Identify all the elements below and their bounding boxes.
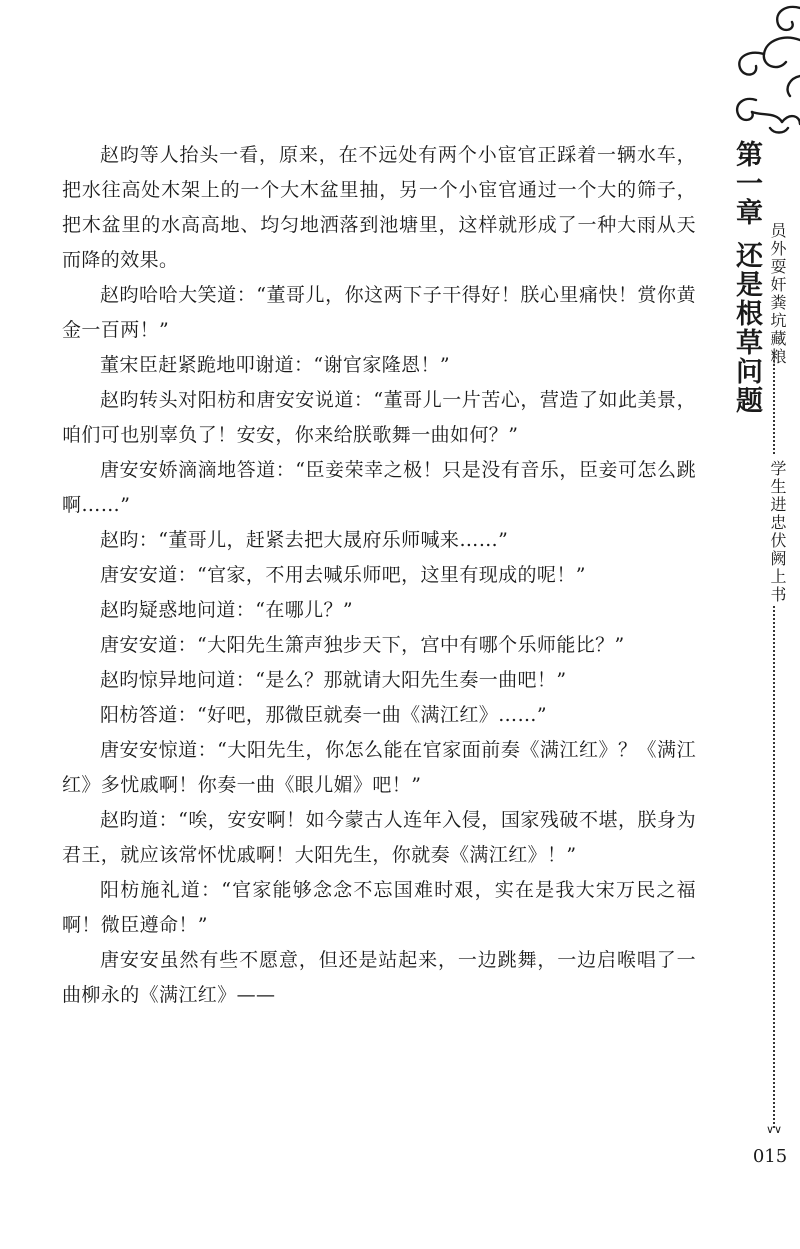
cloud-ornament-icon: [700, 0, 800, 140]
chapter-title: [728, 140, 764, 415]
paragraph: 赵昀等人抬头一看，原来，在不远处有两个小宦官正踩着一辆水车，把水往高处木架上的一个大木盆里抽，另一个小宦官通过一个大的筛子，把木盆里的水高高地、均匀地洒落到池塘里，这样就形成了一种大雨从天而降的效果。: [62, 144, 696, 271]
paragraph: 唐安安娇滴滴地答道：“臣妾荣幸之极！只是没有音乐，臣妾可怎么跳啊……”: [62, 459, 696, 516]
dotted-divider: [773, 352, 775, 454]
paragraph: 赵昀哈哈大笑道：“董哥儿，你这两下子干得好！朕心里痛快！赏你黄金一百两！”: [62, 284, 696, 341]
paragraph: 赵昀：“董哥儿，赶紧去把大晟府乐师喊来……”: [100, 529, 509, 551]
paragraph: 赵昀转头对阳枋和唐安安说道：“董哥儿一片苦心，营造了如此美景，咱们可也别辜负了！安安，你来给朕歌舞一曲如何？”: [62, 389, 696, 446]
paragraph: 阳枋答道：“好吧，那微臣就奏一曲《满江红》……”: [100, 704, 548, 726]
paragraph: 唐安安虽然有些不愿意，但还是站起来，一边跳舞，一边启喉唱了一曲柳永的《满江红》——: [62, 949, 696, 1006]
body-text: [62, 138, 696, 1013]
chapter-name: 还是根草问题: [731, 241, 762, 415]
paragraph: 唐安安道：“官家，不用去喊乐师吧，这里有现成的呢！”: [100, 564, 586, 586]
paragraph: 唐安安惊道：“大阳先生，你怎么能在官家面前奏《满江红》？《满江红》多忧戚啊！你奏一曲《眼儿媚》吧！”: [62, 739, 696, 796]
page-number: 015: [752, 1146, 788, 1167]
paragraph: 赵昀惊异地问道：“是么？那就请大阳先生奏一曲吧！”: [100, 669, 567, 691]
paragraph: 赵昀疑惑地问道：“在哪儿？”: [100, 599, 354, 621]
paragraph: 唐安安道：“大阳先生箫声独步天下，宫中有哪个乐师能比？”: [100, 634, 625, 656]
paragraph: 赵昀道：“唉，安安啊！如今蒙古人连年入侵，国家残破不堪，朕身为君王，就应该常怀忧戚啊！大阳先生，你就奏《满江红》！”: [62, 809, 696, 866]
paragraph: 董宋臣赶紧跪地叩谢道：“谢官家隆恩！”: [100, 354, 451, 376]
chevron-down-icon: ∨∨: [765, 1123, 783, 1136]
dotted-divider: [773, 606, 775, 1128]
section-subtitle: 员外耍奸粪坑藏粮: [768, 222, 787, 366]
section-subtitle: 学生进忠伏阙上书: [768, 460, 787, 604]
paragraph: 阳枋施礼道：“官家能够念念不忘国难时艰，实在是我大宋万民之福啊！微臣遵命！”: [62, 879, 696, 936]
chapter-number: 第一章: [731, 140, 762, 227]
